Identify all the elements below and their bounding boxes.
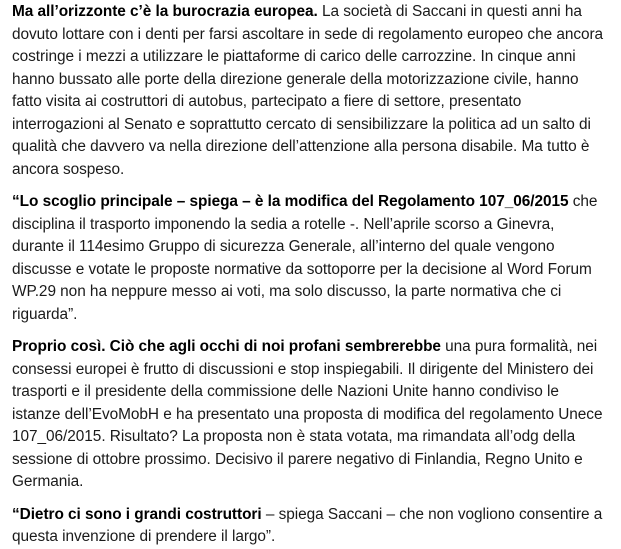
paragraph-text: La società di Saccani in questi anni ha dovuto lottare con i denti per farsi ascoltare in sede di regolamento europeo che ancora costringe i mezzi a utilizzare le piattaforme di carico delle carrozzine. In cinque anni hanno bussato alle porte della direzione generale della motorizzazione civile, hanno fatto visita ai costruttori di autobus, partecipato a fiere di settore, presentato interrogazioni al Senato e soprattutto cercato di sensibilizzare la politica ad un salto di qualità che davvero va nella direzione dell’attenzione alla persona disabile. Ma tutto è ancora sospeso. xyxy=(12,3,604,178)
paragraph-regulation-quote xyxy=(12,191,609,326)
paragraph-text: che disciplina il trasporto imponendo la sedia a rotelle -. Nell’aprile scorso a Ginevra, durante il 114esimo Gruppo di sicurezza Generale, all’interno del quale vengono discusse e votate le proposte normative da sottoporre per la decisione al Word Forum WP.29 non ha neppure messo ai voti, ma solo discusso, la parte normativa che ci riguarda”. xyxy=(12,193,598,323)
paragraph-lead: Proprio così. Ciò che agli occhi di noi profani sembrerebbe xyxy=(12,338,441,355)
paragraph-bureaucracy xyxy=(12,1,609,181)
paragraph-manufacturers-quote xyxy=(12,504,609,549)
paragraph-text: una pura formalità, nei consessi europei è frutto di discussioni e stop inspiegabili. Il dirigente del Ministero dei trasporti e il presidente della commissione delle Nazioni Unite hanno condiviso le istanze dell’EvoMobH e ha presentato una proposta di modifica del regolamento Unece 107_06/2015. Risultato? La proposta non è stata votata, ma rimandata all’odg della sessione di ottobre prossimo. Decisivo il parere negativo di Finlandia, Regno Unito e Germania. xyxy=(12,338,603,490)
paragraph-text: – spiega Saccani – che non vogliono consentire a questa invenzione di prendere il largo”. xyxy=(12,505,603,545)
paragraph-lead: “Lo scoglio principale – spiega – è la modifica del Regolamento 107_06/2015 xyxy=(12,193,569,210)
paragraph-lead: “Dietro ci sono i grandi costruttori xyxy=(12,505,262,523)
paragraph-formality xyxy=(12,336,609,494)
paragraph-lead: Ma all’orizzonte c’è la burocrazia europea. xyxy=(12,3,318,20)
